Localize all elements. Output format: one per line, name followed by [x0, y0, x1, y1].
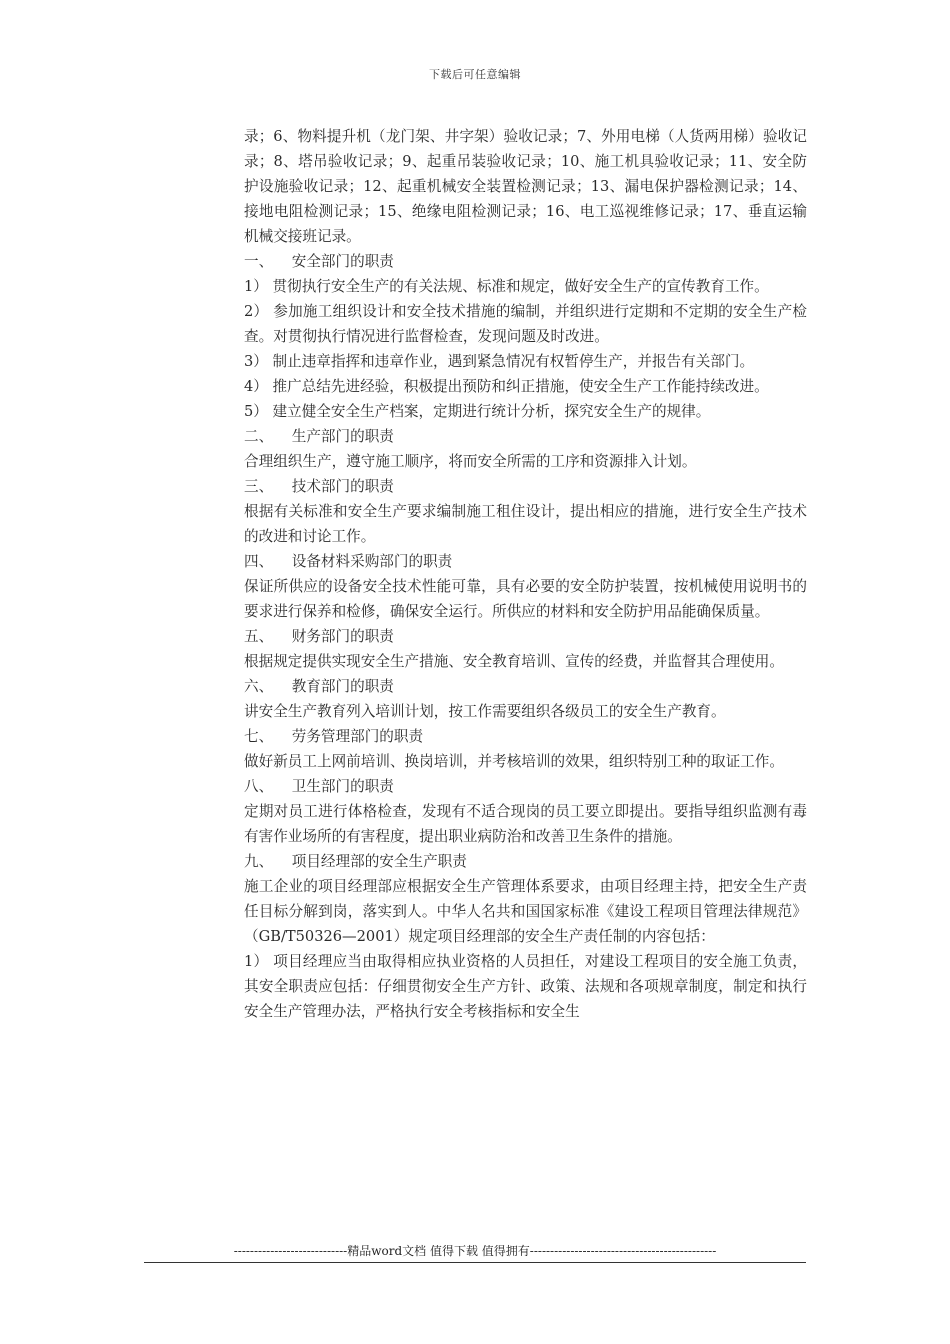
section-9-item-1: 1） 项目经理应当由取得相应执业资格的人员担任，对建设工程项目的安全施工负责，其安全职责应包括：仔细贯彻安全生产方针、政策、法规和各项规章制度，制定和执行安全生产管理办法，严格执行安全考核指标和安全生 — [244, 953, 807, 1020]
section-1-item-2: 2） 参加施工组织设计和安全技术措施的编制，并组织进行定期和不定期的安全生产检查。对贯彻执行情况进行监督检查，发现问题及时改进。 — [244, 303, 807, 345]
section-7-heading: 七、 劳务管理部门的职责 — [244, 728, 424, 745]
section-1-item-3: 3） 制止违章指挥和违章作业，遇到紧急情况有权暂停生产，并报告有关部门。 — [244, 353, 755, 370]
section-9-text: 施工企业的项目经理部应根据安全生产管理体系要求，由项目经理主持，把安全生产责任目标分解到岗，落实到人。中华人名共和国国家标准《建设工程项目管理法律规范》（GB/T50326—2001）规定项目经理部的安全生产责任制的内容包括： — [244, 878, 807, 945]
page-header: 下载后可任意编辑 — [429, 68, 521, 81]
intro-paragraph: 录；6、物料提升机（龙门架、井字架）验收记录；7、外用电梯（人货两用梯）验收记录；8、塔吊验收记录；9、起重吊装验收记录；10、施工机具验收记录；11、安全防护设施验收记录；12、起重机械安全装置检测记录；13、漏电保护器检测记录；14、接地电阻检测记录；15、绝缘电阻检测记录；16、电工巡视维修记录；17、垂直运输机械交接班记录。 — [244, 128, 807, 245]
section-5-text: 根据规定提供实现安全生产措施、安全教育培训、宣传的经费，并监督其合理使用。 — [244, 653, 784, 670]
footer-divider — [144, 1262, 806, 1263]
section-4-heading: 四、 设备材料采购部门的职责 — [244, 553, 453, 570]
section-3-heading: 三、 技术部门的职责 — [244, 478, 394, 495]
section-1-item-5: 5） 建立健全安全生产档案，定期进行统计分析，探究安全生产的规律。 — [244, 403, 711, 420]
section-2-text: 合理组织生产，遵守施工顺序，将而安全所需的工序和资源排入计划。 — [244, 453, 697, 470]
section-3-text: 根据有关标准和安全生产要求编制施工租住设计，提出相应的措施，进行安全生产技术的改进和讨论工作。 — [244, 503, 807, 545]
section-2-heading: 二、 生产部门的职责 — [244, 428, 394, 445]
document-body — [244, 124, 807, 1024]
section-5-heading: 五、 财务部门的职责 — [244, 628, 394, 645]
section-4-text: 保证所供应的设备安全技术性能可靠，具有必要的安全防护装置，按机械使用说明书的要求进行保养和检修，确保安全运行。所供应的材料和安全防护用品能确保质量。 — [244, 578, 807, 620]
section-1-heading: 一、 安全部门的职责 — [244, 253, 394, 270]
section-8-text: 定期对员工进行体格检查，发现有不适合现岗的员工要立即提出。要指导组织监测有毒有害作业场所的有害程度，提出职业病防治和改善卫生条件的措施。 — [244, 803, 807, 845]
section-6-heading: 六、 教育部门的职责 — [244, 678, 394, 695]
section-1-item-4: 4） 推广总结先进经验，积极提出预防和纠正措施，使安全生产工作能持续改进。 — [244, 378, 769, 395]
page-footer: ----------------------------精品word文档 值得下载 值得拥有---------------------------------------------- — [233, 1244, 717, 1258]
section-6-text: 讲安全生产教育列入培训计划，按工作需要组织各级员工的安全生产教育。 — [244, 703, 726, 720]
section-9-heading: 九、 项目经理部的安全生产职责 — [244, 853, 467, 870]
section-7-text: 做好新员工上网前培训、换岗培训，并考核培训的效果，组织特别工种的取证工作。 — [244, 753, 784, 770]
section-1-item-1: 1） 贯彻执行安全生产的有关法规、标准和规定，做好安全生产的宣传教育工作。 — [244, 278, 769, 295]
section-8-heading: 八、 卫生部门的职责 — [244, 778, 394, 795]
